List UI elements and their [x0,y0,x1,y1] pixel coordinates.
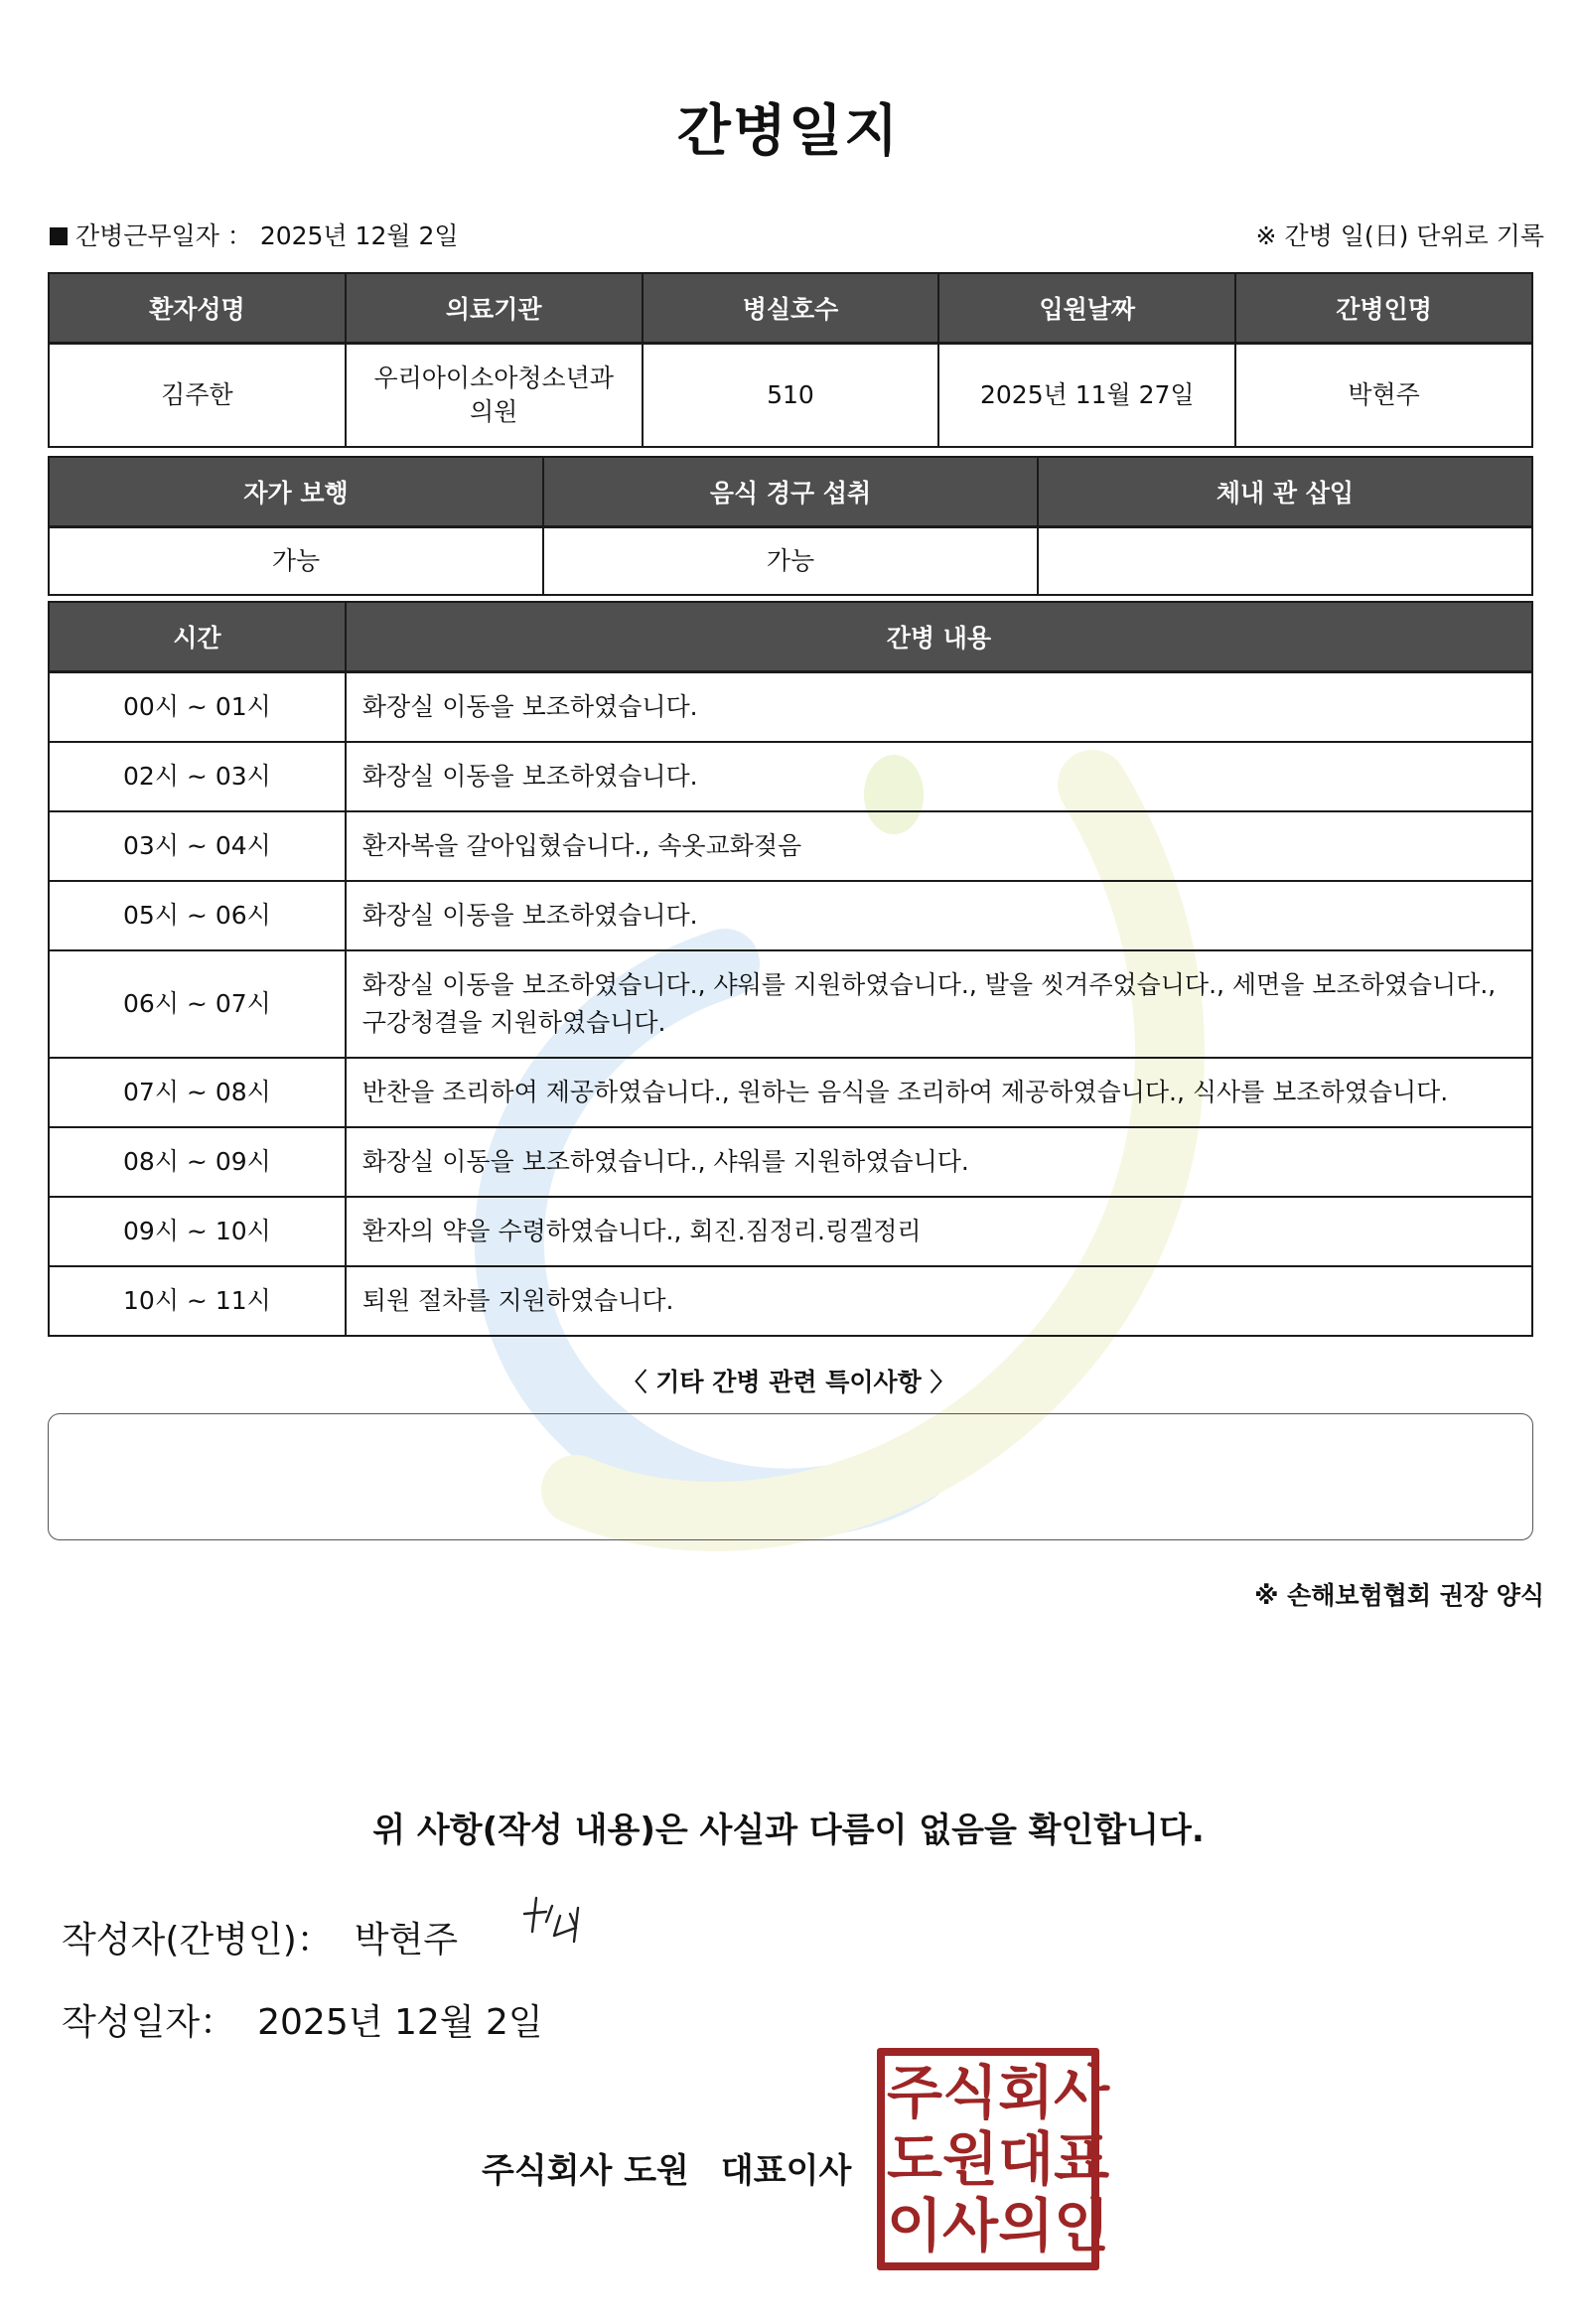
work-date-label: 간병근무일자 ： [75,221,252,250]
patient-status-table [48,456,1533,596]
log-content: 화장실 이동을 보조하였습니다. [346,672,1532,742]
table-row [49,672,1532,742]
page-title: 간병일지 [676,99,901,164]
table-row [49,950,1532,1058]
log-time: 10시 ~ 11시 [49,1266,346,1336]
write-date-label: 작성일자： [62,2002,236,2043]
work-date-value: 2025년 12월 2일 [259,221,459,250]
header-hospital: 의료기관 [346,273,643,344]
table-row [49,1266,1532,1336]
header-caregiver-name: 간병인명 [1235,273,1532,344]
table-row [49,1197,1532,1266]
log-content: 화장실 이동을 보조하였습니다., 샤워를 지원하였습니다., 발을 씻겨주었습니다., 세면을 보조하였습니다., 구강청결을 지원하였습니다. [346,950,1532,1058]
header-oral-intake: 음식 경구 섭취 [543,457,1038,527]
admission-date: 2025년 11월 27일 [938,344,1235,447]
header-tube-insertion: 체내 관 삽입 [1038,457,1532,527]
caregiver-name: 박현주 [1235,344,1532,447]
writer-name: 박현주 [354,1920,459,1961]
self-walking-value: 가능 [49,527,543,595]
header-admission-date: 입원날짜 [938,273,1235,344]
log-time: 07시 ~ 08시 [49,1058,346,1127]
oral-intake-value: 가능 [543,527,1038,595]
care-log-table [48,601,1533,1337]
log-content: 환자의 약을 수령하였습니다., 회진.짐정리.링겔정리 [346,1197,1532,1266]
patient-info-table [48,272,1533,448]
write-date-value: 2025년 12월 2일 [257,2002,543,2043]
special-notes-title: 〈 기타 간병 관련 특이사항 〉 [622,1368,955,1396]
table-row [49,1058,1532,1127]
handwritten-signature [516,1892,606,1952]
log-time: 00시 ~ 01시 [49,672,346,742]
table-row [49,1127,1532,1197]
record-unit-note: ※ 간병 일(日) 단위로 기록 [1255,221,1544,250]
recommend-form-note: ※ 손해보험협회 권장 양식 [1254,1581,1544,1610]
header-care-content: 간병 내용 [346,602,1532,672]
log-content: 반찬을 조리하여 제공하였습니다., 원하는 음식을 조리하여 제공하였습니다., 식사를 보조하였습니다. [346,1058,1532,1127]
writer-label: 작성자(간병인)： [62,1920,333,1961]
company-name: 주식회사 도원 [482,2151,689,2191]
log-time: 05시 ~ 06시 [49,881,346,950]
table-row [49,742,1532,811]
work-date-line [50,217,459,252]
header-room: 병실호수 [643,273,939,344]
square-bullet-icon [50,227,68,245]
hospital-name: 우리아이소아청소년과의원 [346,344,643,447]
log-content: 화장실 이동을 보조하였습니다. [346,742,1532,811]
log-content: 화장실 이동을 보조하였습니다., 샤워를 지원하였습니다. [346,1127,1532,1197]
table-row [49,811,1532,881]
log-content: 퇴원 절차를 지원하였습니다. [346,1266,1532,1336]
company-role: 대표이사 [720,2151,852,2191]
header-time: 시간 [49,602,346,672]
log-time: 08시 ~ 09시 [49,1127,346,1197]
tube-insertion-value [1038,527,1532,595]
patient-name: 김주한 [49,344,346,447]
table-row [49,881,1532,950]
log-time: 02시 ~ 03시 [49,742,346,811]
company-seal-stamp: 주 식 회 사 도 원 대 표 이 사 의 인 [877,2048,1099,2270]
log-content: 화장실 이동을 보조하였습니다. [346,881,1532,950]
special-notes-box [48,1413,1533,1540]
company-line [482,2143,851,2192]
header-self-walking: 자가 보행 [49,457,543,527]
log-content: 환자복을 갈아입혔습니다., 속옷교화젖음 [346,811,1532,881]
log-time: 06시 ~ 07시 [49,950,346,1058]
header-patient-name: 환자성명 [49,273,346,344]
room-number: 510 [643,344,939,447]
writer-line [62,1912,458,1962]
log-time: 09시 ~ 10시 [49,1197,346,1266]
confirmation-statement: 위 사항(작성 내용)은 사실과 다름이 없음을 확인합니다. [372,1811,1205,1850]
write-date-line [62,1994,543,2045]
log-time: 03시 ~ 04시 [49,811,346,881]
